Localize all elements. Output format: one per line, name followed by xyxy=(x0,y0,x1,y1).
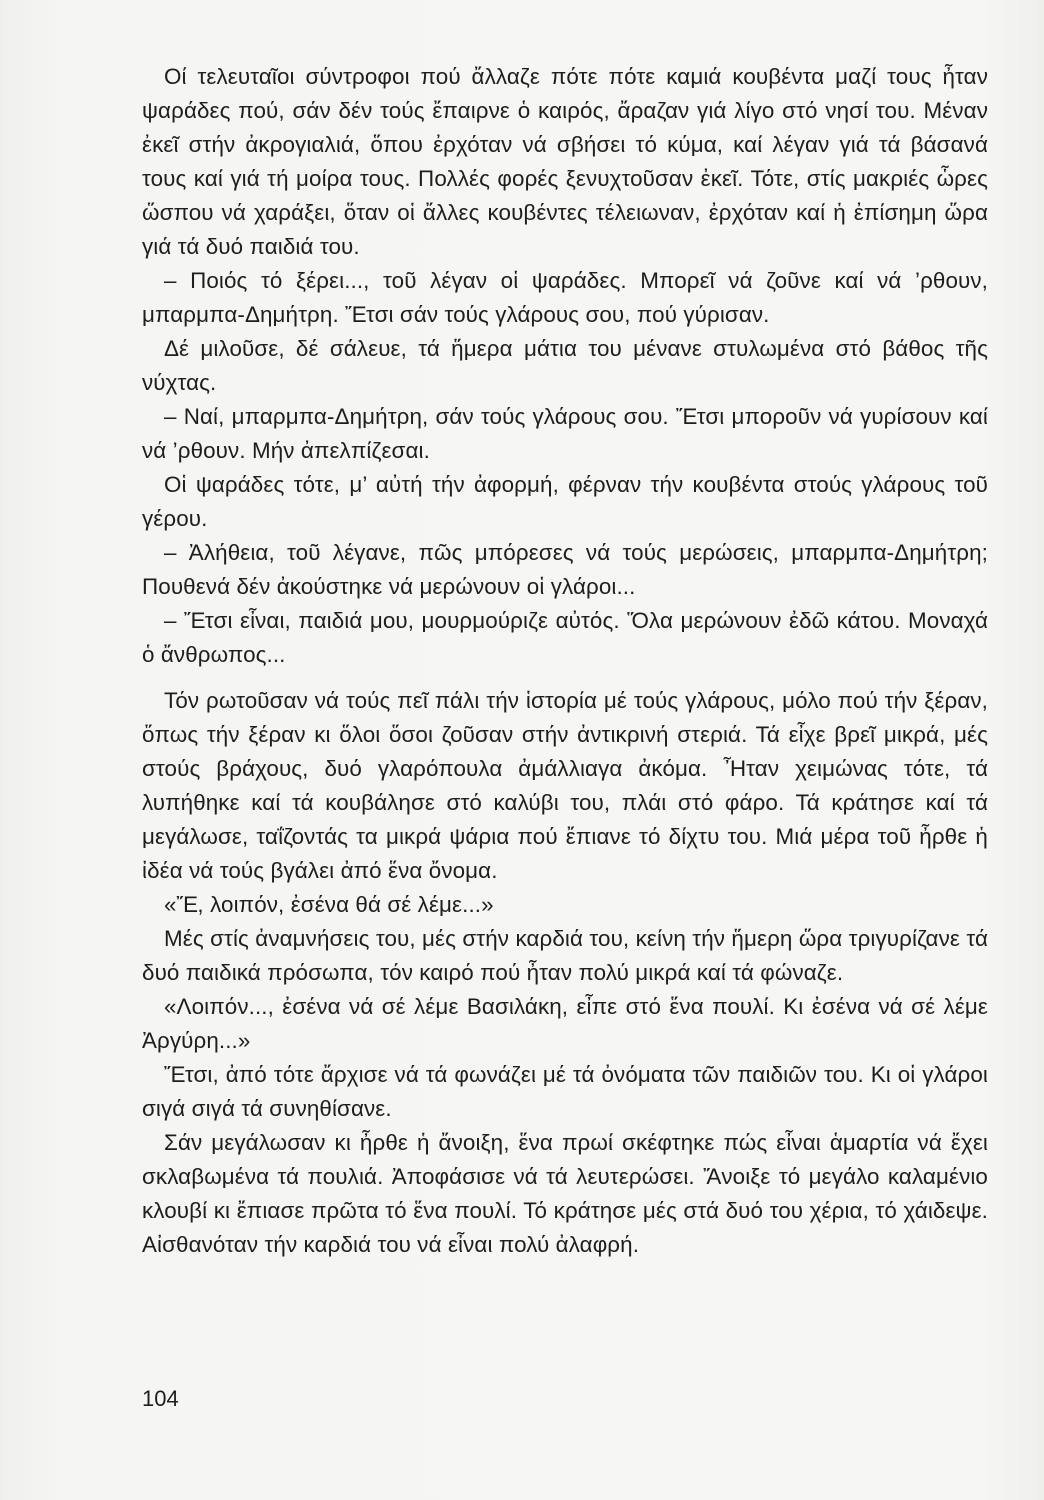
paragraph-6: – Ἀλήθεια, τοῦ λέγανε, πῶς μπόρεσες νά τούς μερώσεις, μπαρμπα-Δημήτρη; Πουθενά δέν ἀκούστηκε νά μερώνουν οἱ γλάροι... xyxy=(142,540,988,599)
paragraph-7: – Ἔτσι εἶναι, παιδιά μου, μουρμούριζε αὐτός. Ὅλα μερώνουν ἐδῶ κάτου. Μοναχά ὁ ἄνθρωπος... xyxy=(142,608,988,667)
paragraph-1: Οί τελευταῖοι σύντροφοι πού ἄλλαζε πότε πότε καμιά κουβέντα μαζί τους ἦταν ψαράδες πού, σάν δέν τούς ἔπαιρνε ὁ καιρός, ἄραζαν γιά λίγο στό νησί του. Μέναν ἐκεῖ στήν ἀκρογιαλιά, ὅπου ἐρχόταν νά σβήσει τό κύμα, καί λέγαν γιά τά βάσανά τους καί γιά τή μοίρα τους. Πολλές φορές ξενυχτοῦσαν ἐκεῖ. Τότε, στίς μακριές ὧρες ὥσπου νά χαράξει, ὅταν οἱ ἄλλες κουβέντες τέλειωναν, ἐρχόταν καί ἡ ἐπίσημη ὥρα γιά τά δυό παιδιά του. xyxy=(142,64,988,259)
paragraph-3: Δέ μιλοῦσε, δέ σάλευε, τά ἥμερα μάτια του μένανε στυλωμένα στό βάθος τῆς νύχτας. xyxy=(142,336,988,395)
paragraph-10: Μές στίς ἀναμνήσεις του, μές στήν καρδιά του, κείνη τήν ἥμερη ὥρα τριγυρίζανε τά δυό παιδικά πρόσωπα, τόν καιρό πού ἦταν πολύ μικρά καί τά φώναζε. xyxy=(142,926,988,985)
page-number: 104 xyxy=(142,1386,179,1411)
paragraph-13: Σάν μεγάλωσαν κι ἦρθε ἡ ἄνοιξη, ἕνα πρωί σκέφτηκε πώς εἶναι ἁμαρτία νά ἔχει σκλαβωμένα τά πουλιά. Ἀποφάσισε νά τά λευτερώσει. Ἄνοιξε τό μεγάλο καλαμένιο κλουβί κι ἔπιασε πρῶτα τό ἕνα πουλί. Τό κράτησε μές στά δυό του χέρια, τό χάιδεψε. Αἰσθανόταν τήν καρδιά του νά εἶναι πολύ ἀλαφρή. xyxy=(142,1130,988,1257)
body-text xyxy=(142,60,988,1262)
paragraph-9: «Ἔ, λοιπόν, ἐσένα θά σέ λέμε...» xyxy=(164,892,494,917)
paragraph-5: Οἱ ψαράδες τότε, μ’ αὐτή τήν ἀφορμή, φέρναν τήν κουβέντα στούς γλάρους τοῦ γέρου. xyxy=(142,472,988,531)
paragraph-11: «Λοιπόν..., ἐσένα νά σέ λέμε Βασιλάκη, εἶπε στό ἕνα πουλί. Κι ἐσένα νά σέ λέμε Ἀργύρη...» xyxy=(142,994,988,1053)
paragraph-2: – Ποιός τό ξέρει..., τοῦ λέγαν οἱ ψαράδες. Μπορεῖ νά ζοῦνε καί νά ’ρθουν, μπαρμπα-Δημήτρη. Ἔτσι σάν τούς γλάρους σου, πού γύρισαν. xyxy=(142,268,988,327)
paragraph-4: – Ναί, μπαρμπα-Δημήτρη, σάν τούς γλάρους σου. Ἔτσι μποροῦν νά γυρίσουν καί νά ’ρθουν. Μήν ἀπελπίζεσαι. xyxy=(142,404,988,463)
paragraph-8: Τόν ρωτοῦσαν νά τούς πεῖ πάλι τήν ἱστορία μέ τούς γλάρους, μόλο πού τήν ξέραν, ὅπως τήν ξέραν κι ὅλοι ὅσοι ζοῦσαν στήν ἀντικρινή στεριά. Τά εἶχε βρεῖ μικρά, μές στούς βράχους, δυό γλαρόπουλα ἀμάλλιαγα ἀκόμα. Ἦταν χειμώνας τότε, τά λυπήθηκε καί τά κουβάλησε στό καλύβι του, πλάι στό φάρο. Τά κράτησε καί τά μεγάλωσε, ταΐζοντάς τα μικρά ψάρια πού ἔπιανε τό δίχτυ του. Μιά μέρα τοῦ ἦρθε ἡ ἰδέα νά τούς βγάλει ἀπό ἕνα ὄνομα. xyxy=(142,688,988,883)
paragraph-12: Ἔτσι, ἀπό τότε ἄρχισε νά τά φωνάζει μέ τά ὀνόματα τῶν παιδιῶν του. Κι οἱ γλάροι σιγά σιγά τά συνηθίσανε. xyxy=(142,1062,988,1121)
